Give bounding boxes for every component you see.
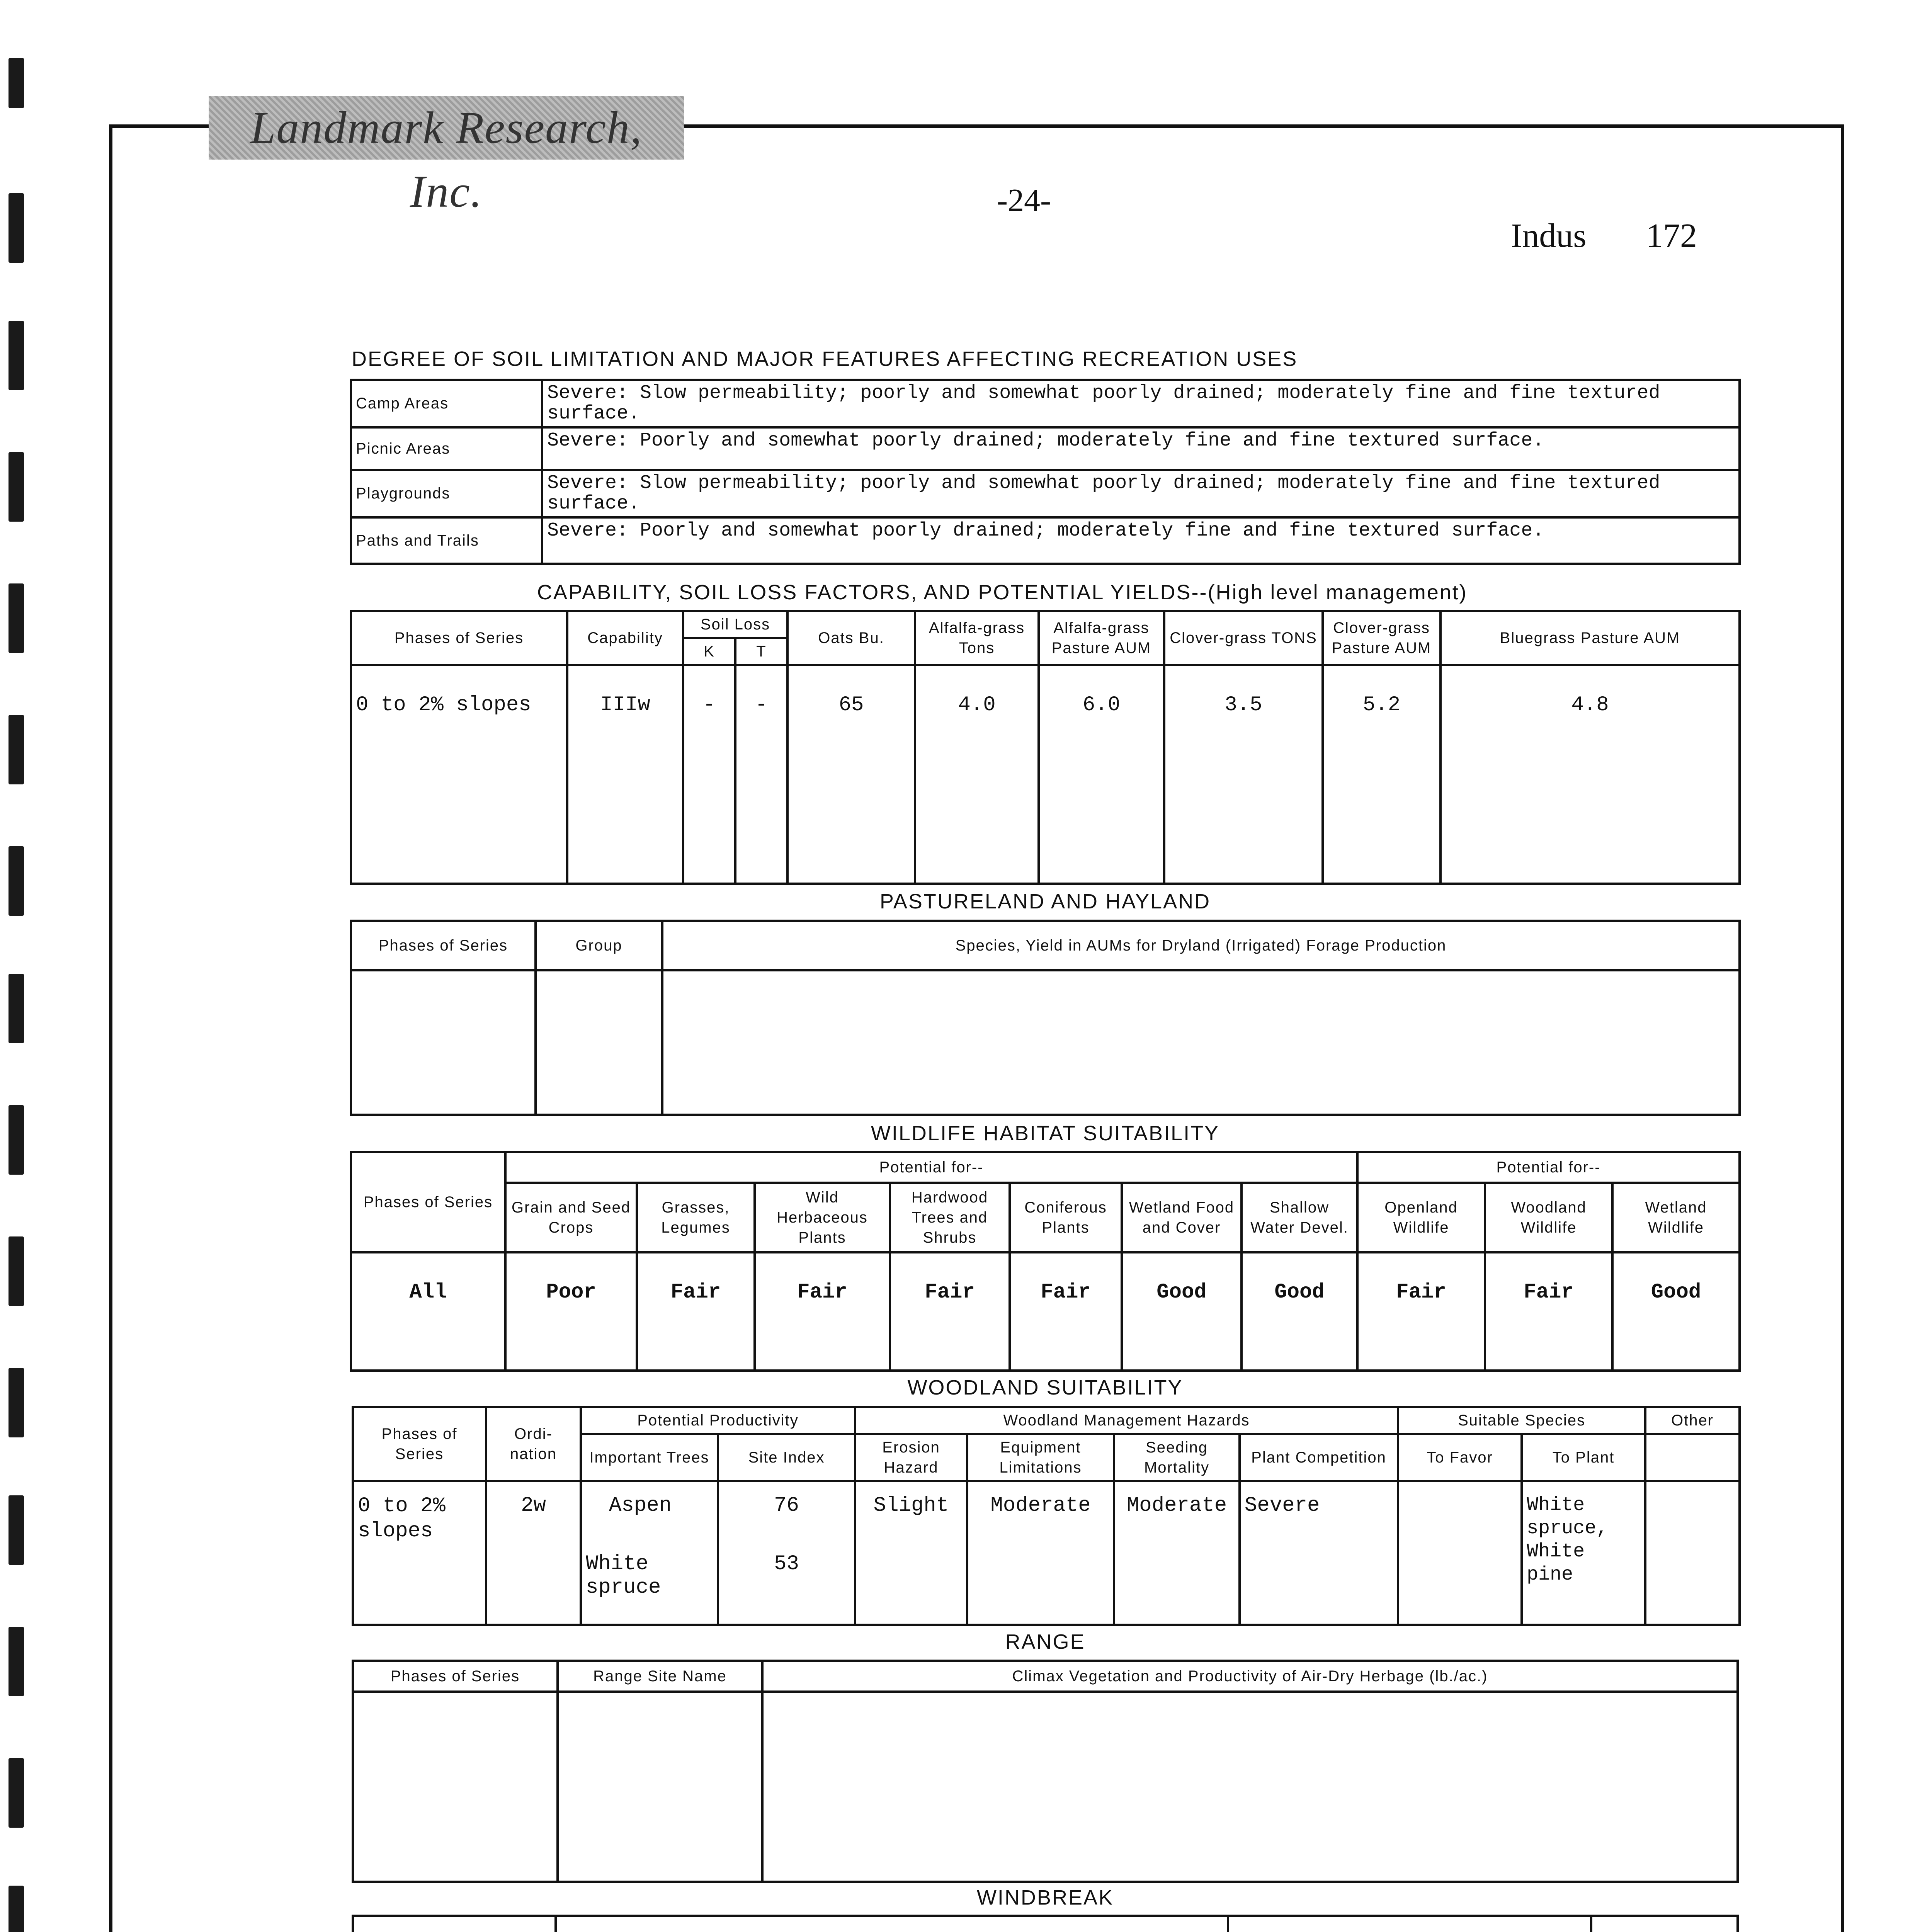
table-row: [353, 1481, 1740, 1625]
phase-cell: 0 to 2% slopes: [351, 665, 567, 884]
management-hazards-header: Woodland Management Hazards: [855, 1407, 1398, 1434]
table-row: [351, 970, 1740, 1115]
t-cell: -: [735, 665, 787, 884]
bluegrass-pasture-header: Bluegrass Pasture AUM: [1440, 611, 1740, 665]
page-number: -24-: [997, 182, 1051, 218]
binder-mark: [9, 1886, 24, 1932]
group-cell: [536, 970, 662, 1115]
binder-mark: [9, 1627, 24, 1696]
alfalfa-grass-tons-cell: 4.0: [915, 665, 1039, 884]
recreation-label: Picnic Areas: [351, 427, 542, 470]
t-header: T: [735, 638, 787, 665]
binder-mark: [9, 1495, 24, 1565]
wild-herbaceous-header: Wild Herbaceous Plants: [755, 1183, 890, 1252]
adapted-trees-header: [556, 1916, 1228, 1932]
group-header: [353, 1916, 556, 1932]
species-cell: [662, 970, 1740, 1115]
binder-mark: [9, 1368, 24, 1437]
rating-cell: Fair: [1485, 1252, 1612, 1371]
binder-mark: [9, 583, 24, 653]
pastureland-table: [350, 920, 1741, 1116]
phase-cell: 0 to 2% slopes: [353, 1481, 486, 1625]
table-row: [351, 380, 1740, 427]
soil-loss-header: Soil Loss: [683, 611, 787, 638]
erosion-cell: Slight: [855, 1481, 967, 1625]
wildlife-table: [350, 1151, 1741, 1372]
recreation-label: Playgrounds: [351, 470, 542, 517]
range-site-cell: [558, 1692, 762, 1882]
oats-cell: 65: [787, 665, 915, 884]
to-favor-header: To Favor: [1398, 1434, 1522, 1481]
to-plant-header: To Plant: [1522, 1434, 1645, 1481]
phases-header: Phases of Series: [351, 1152, 505, 1252]
rating-cell: Fair: [1357, 1252, 1485, 1371]
alfalfa-grass-tons-header: Alfalfa-grass Tons: [915, 611, 1039, 665]
windbreak-table: [352, 1915, 1739, 1932]
site-index-cell: [718, 1481, 855, 1625]
hardwood-trees-header: Hardwood Trees and Shrubs: [890, 1183, 1010, 1252]
clover-grass-tons-cell: 3.5: [1164, 665, 1323, 884]
seeding-cell: Moderate: [1114, 1481, 1240, 1625]
rating-cell: Fair: [637, 1252, 755, 1371]
clover-grass-tons-header: Clover-grass TONS: [1164, 611, 1323, 665]
phases-header: Phases of Series: [351, 921, 536, 970]
potential-for-header: Potential for--: [1357, 1152, 1740, 1183]
binder-mark: [9, 1758, 24, 1828]
important-trees-header: Important Trees: [581, 1434, 718, 1481]
soil-name: Indus: [1511, 217, 1587, 255]
phases-header: Phases of Series: [353, 1407, 486, 1481]
coniferous-plants-header: Coniferous Plants: [1010, 1183, 1122, 1252]
potential-for-header: Potential for--: [505, 1152, 1357, 1183]
plant-competition-cell: Severe: [1240, 1481, 1398, 1625]
grasses-legumes-header: Grasses, Legumes: [637, 1183, 755, 1252]
windbreak-title: WINDBREAK: [976, 1886, 1114, 1909]
climax-vegetation-header: Climax Vegetation and Productivity of Air-Dry Herbage (lb./ac.): [762, 1661, 1738, 1692]
seeding-mortality-header: Seeding Mortality: [1114, 1434, 1240, 1481]
phase-cell: [353, 1692, 558, 1882]
rating-cell: Good: [1612, 1252, 1740, 1371]
potential-productivity-header: Potential Productivity: [581, 1407, 855, 1434]
woodland-table: [352, 1406, 1741, 1626]
to-favor-cell: [1398, 1481, 1522, 1625]
bluegrass-pasture-cell: 4.8: [1440, 665, 1740, 884]
wetland-food-header: Wetland Food and Cover: [1122, 1183, 1242, 1252]
recreation-label: Camp Areas: [351, 380, 542, 427]
capability-header: Capability: [567, 611, 683, 665]
woodland-title: WOODLAND SUITABILITY: [907, 1376, 1183, 1399]
capability-cell: IIIw: [567, 665, 683, 884]
to-plant-cell: White spruce, White pine: [1522, 1481, 1645, 1625]
grain-seed-crops-header: Grain and Seed Crops: [505, 1183, 637, 1252]
company-logo-stamp: Landmark Research, Inc.: [209, 96, 684, 160]
clover-grass-pasture-header: Clover-grass Pasture AUM: [1323, 611, 1440, 665]
equipment-cell: Moderate: [967, 1481, 1114, 1625]
erosion-hazard-header: Erosion Hazard: [855, 1434, 967, 1481]
phase-cell: All: [351, 1252, 505, 1371]
site-index-aspen: 76: [774, 1494, 799, 1517]
wildlife-title: WILDLIFE HABITAT SUITABILITY: [871, 1122, 1220, 1145]
group-header: Group: [536, 921, 662, 970]
binder-mark: [9, 1236, 24, 1306]
tree-white-spruce: White spruce: [586, 1552, 661, 1599]
site-index-header: Site Index: [718, 1434, 855, 1481]
species-header: Species, Yield in AUMs for Dryland (Irrigated) Forage Production: [662, 921, 1740, 970]
clover-grass-pasture-cell: 5.2: [1323, 665, 1440, 884]
wetland-wildlife-header: Wetland Wildlife: [1612, 1183, 1740, 1252]
suitable-species-header: Suitable Species: [1398, 1407, 1645, 1434]
binder-mark: [9, 974, 24, 1043]
capability-title: CAPABILITY, SOIL LOSS FACTORS, AND POTENTIAL YIELDS--(High level management): [537, 581, 1468, 604]
oats-header: Oats Bu.: [787, 611, 915, 665]
recreation-text: Severe: Slow permeability; poorly and somewhat poorly drained; moderately fine and fine textured surface.: [542, 470, 1740, 517]
recreation-table: [350, 379, 1741, 565]
openland-wildlife-header: Openland Wildlife: [1357, 1183, 1485, 1252]
k-cell: -: [683, 665, 735, 884]
tree-height-header: [1228, 1916, 1591, 1932]
rating-cell: Fair: [755, 1252, 890, 1371]
binder-mark: [9, 452, 24, 522]
plant-competition-header: Plant Competition: [1240, 1434, 1398, 1481]
relative-vigor-header: [1591, 1916, 1738, 1932]
site-index-white-spruce: 53: [774, 1552, 799, 1576]
other-header: Other: [1645, 1407, 1740, 1434]
other-subheader: [1645, 1434, 1740, 1481]
range-site-name-header: Range Site Name: [558, 1661, 762, 1692]
rating-cell: Good: [1122, 1252, 1242, 1371]
capability-table: [350, 610, 1741, 885]
range-table: [352, 1660, 1739, 1883]
climax-cell: [762, 1692, 1738, 1882]
table-row: [353, 1692, 1738, 1882]
binder-mark: [9, 58, 24, 108]
recreation-title: DEGREE OF SOIL LIMITATION AND MAJOR FEATURES AFFECTING RECREATION USES: [352, 347, 1298, 371]
rating-cell: Good: [1242, 1252, 1357, 1371]
alfalfa-grass-pasture-header: Alfalfa-grass Pasture AUM: [1039, 611, 1164, 665]
binder-mark: [9, 193, 24, 263]
binder-mark: [9, 1105, 24, 1175]
binder-mark: [9, 846, 24, 916]
important-trees-cell: [581, 1481, 718, 1625]
rating-cell: Fair: [1010, 1252, 1122, 1371]
table-row: [351, 470, 1740, 517]
equipment-limitations-header: Equipment Limitations: [967, 1434, 1114, 1481]
binder-mark: [9, 321, 24, 390]
woodland-wildlife-header: Woodland Wildlife: [1485, 1183, 1612, 1252]
table-row: [351, 517, 1740, 564]
k-header: K: [683, 638, 735, 665]
recreation-text: Severe: Poorly and somewhat poorly drained; moderately fine and fine textured surface.: [542, 517, 1740, 564]
table-row: [351, 665, 1740, 884]
ordination-cell: 2w: [486, 1481, 581, 1625]
pastureland-title: PASTURELAND AND HAYLAND: [879, 890, 1211, 913]
recreation-label: Paths and Trails: [351, 517, 542, 564]
soil-number: 172: [1646, 217, 1697, 255]
range-title: RANGE: [1005, 1630, 1085, 1653]
rating-cell: Poor: [505, 1252, 637, 1371]
ordination-header: Ordi-nation: [486, 1407, 581, 1481]
other-cell: [1645, 1481, 1740, 1625]
recreation-text: Severe: Slow permeability; poorly and somewhat poorly drained; moderately fine and fine textured surface.: [542, 380, 1740, 427]
tree-aspen: Aspen: [609, 1494, 672, 1517]
phases-header: Phases of Series: [351, 611, 567, 665]
shallow-water-header: Shallow Water Devel.: [1242, 1183, 1357, 1252]
table-row: [351, 1252, 1740, 1371]
table-row: [351, 427, 1740, 470]
phase-cell: [351, 970, 536, 1115]
recreation-text: Severe: Poorly and somewhat poorly drained; moderately fine and fine textured surface.: [542, 427, 1740, 470]
phases-header: Phases of Series: [353, 1661, 558, 1692]
alfalfa-grass-pasture-cell: 6.0: [1039, 665, 1164, 884]
binder-mark: [9, 715, 24, 784]
rating-cell: Fair: [890, 1252, 1010, 1371]
